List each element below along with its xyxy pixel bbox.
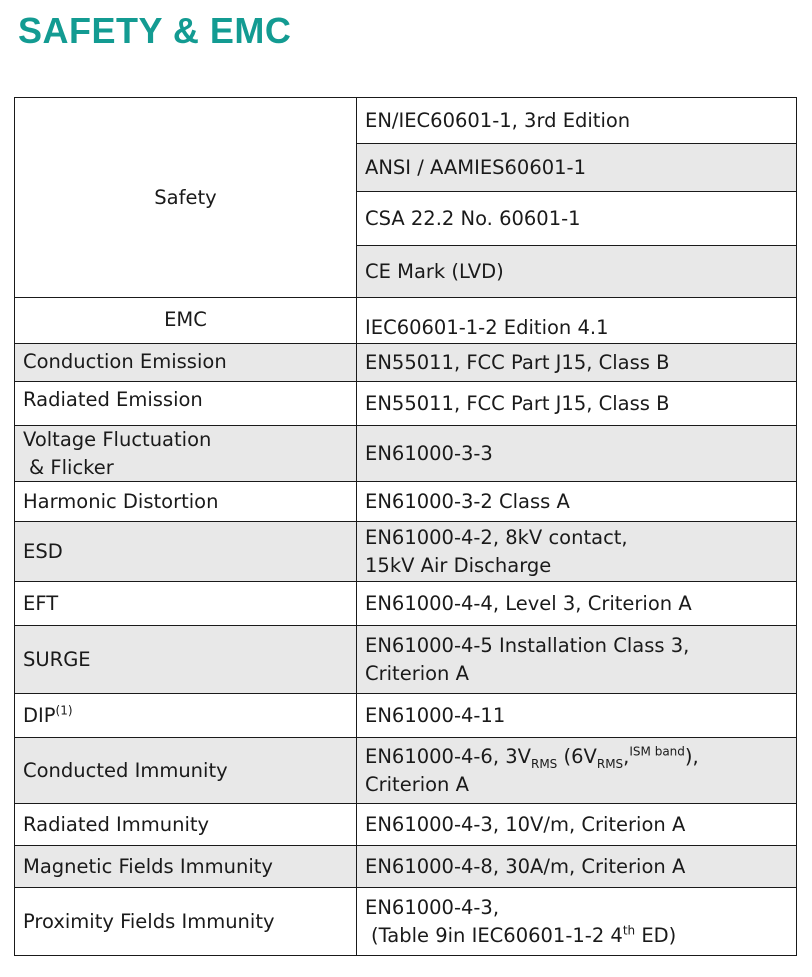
row-label: Conduction Emission [15,344,357,382]
subscript: RMS [596,757,624,772]
row-value: EN61000-4-8, 30A/m, Criterion A [357,846,797,888]
row-label-line: Voltage Fluctuation [23,428,212,452]
row-label: SURGE [15,626,357,694]
row-value [357,738,797,804]
value-text: ), [684,745,699,769]
safety-standard: ANSI / AAMIES60601-1 [357,144,797,192]
emc-value: IEC60601-1-2 Edition 4.1 [357,298,797,344]
row-label: EFT [15,582,357,626]
row-value: EN61000-3-3 [357,426,797,482]
table-row [15,694,797,738]
row-value [357,522,797,582]
subscript: RMS [530,757,558,772]
row-label: Proximity Fields Immunity [15,888,357,956]
row-label-line: & Flicker [29,455,114,479]
row-label: ESD [15,522,357,582]
row-value [357,888,797,956]
value-text: , [623,745,630,769]
table-row [15,426,797,482]
row-value: EN61000-3-2 Class A [357,482,797,522]
row-label [15,426,357,482]
row-value-line [365,922,788,949]
dip-label: DIP [23,703,56,727]
value-text: (6V [557,745,597,769]
value-text: (Table 9in IEC60601-1-2 4 [371,923,623,947]
safety-standard: CSA 22.2 No. 60601-1 [357,192,797,246]
value-text: ED) [635,923,677,947]
row-label: Radiated Immunity [15,804,357,846]
table-row [15,804,797,846]
table-row [15,738,797,804]
row-value-line: Criterion A [365,661,469,685]
table-row [15,482,797,522]
row-value: EN61000-4-3, 10V/m, Criterion A [357,804,797,846]
table-row [15,298,797,344]
superscript: th [622,923,636,937]
table-row [15,846,797,888]
safety-label: Safety [15,98,357,298]
row-value-line [365,743,788,770]
row-label: Radiated Emission [15,382,357,426]
row-label [15,694,357,738]
table-row [15,344,797,382]
emc-label: EMC [15,298,357,344]
row-value-line: 15kV Air Discharge [365,553,552,577]
table-row [15,626,797,694]
safety-standard: EN/IEC60601-1, 3rd Edition [357,98,797,144]
table-row [15,582,797,626]
superscript: ISM band [629,744,685,759]
row-value: EN55011, FCC Part J15, Class B [357,344,797,382]
row-value-line: EN61000-4-2, 8kV contact, [365,526,628,550]
row-value [357,626,797,694]
row-value-line: Criterion A [365,772,469,796]
row-label: Conducted Immunity [15,738,357,804]
value-text: EN61000-4-6, 3V [365,745,531,769]
table-row [15,522,797,582]
row-value: EN61000-4-4, Level 3, Criterion A [357,582,797,626]
safety-standard: CE Mark (LVD) [357,246,797,298]
row-value: EN61000-4-11 [357,694,797,738]
row-label: Harmonic Distortion [15,482,357,522]
table-row [15,382,797,426]
table-row [15,888,797,956]
footnote-marker: (1) [55,703,73,718]
page-title: SAFETY & EMC [18,10,292,51]
row-value-line: EN61000-4-5 Installation Class 3, [365,634,690,658]
table-row [15,98,797,144]
row-label: Magnetic Fields Immunity [15,846,357,888]
row-value: EN55011, FCC Part J15, Class B [357,382,797,426]
row-value-line: EN61000-4-3, [365,896,500,920]
safety-emc-table [14,97,797,956]
